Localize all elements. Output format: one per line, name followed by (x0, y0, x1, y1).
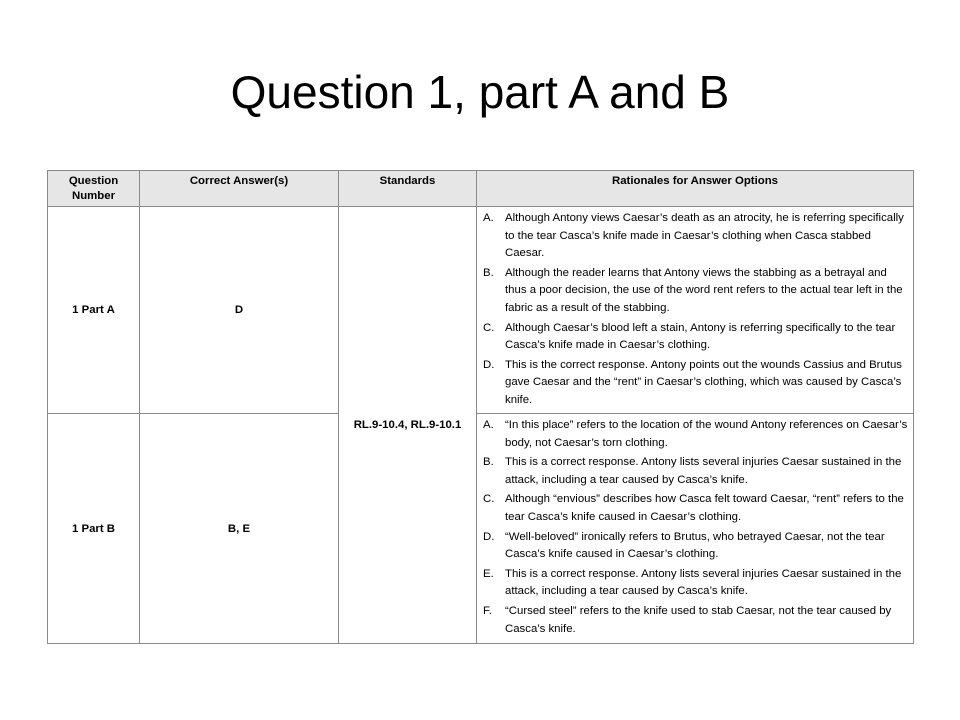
header-rationales: Rationales for Answer Options (477, 171, 914, 207)
option-rationale: This is a correct response. Antony lists several injuries Caesar sustained in the attack, including a tear caused by Casca’s knife. (505, 567, 902, 598)
rationale-item (483, 357, 910, 410)
option-rationale: Although “envious” describes how Casca felt toward Caesar, “rent” refers to the tear Casca’s knife caused in Caesar’s clothing. (505, 493, 904, 523)
option-rationale: “Well-beloved” ironically refers to Brutus, who betrayed Caesar, not the tear Casca’s knife caused in Caesar’s clothing. (505, 530, 885, 561)
option-rationale: Although the reader learns that Antony views the stabbing as a betrayal and thus a poor decision, the use of the word rent refers to the actual tear left in the fabric as a result of the stabbing. (505, 266, 903, 314)
rationale-list-part-b (483, 417, 910, 638)
rationale-item (483, 265, 910, 318)
option-letter: B. (483, 266, 494, 279)
option-rationale: This is a correct response. Antony lists several injuries Caesar sustained in the attack, including a tear caused by Casca’s knife. (505, 456, 902, 486)
header-question-number: Question Number (48, 171, 140, 207)
option-rationale: Although Caesar’s blood left a stain, Antony is referring specifically to the tear Casca’s knife made in Caesar’s clothing. (505, 321, 896, 352)
rationale-item (483, 566, 910, 601)
standards-cell: RL.9-10.4, RL.9-10.1 (339, 207, 477, 644)
rationale-cell-part-a (477, 207, 914, 414)
option-letter: C. (483, 493, 495, 506)
header-standards: Standards (339, 171, 477, 207)
rationale-cell-part-b (477, 414, 914, 644)
option-rationale: Although Antony views Caesar’s death as an atrocity, he is referring specifically to the tear Casca’s knife made in Caesar’s clothing when Casca stabbed Caesar. (505, 212, 904, 260)
rationale-item (483, 210, 910, 263)
option-letter: F. (483, 604, 492, 617)
answer-rationale-table (47, 170, 914, 644)
answer-cell-part-b: B, E (140, 414, 339, 644)
option-letter: A. (483, 419, 494, 431)
option-letter: D. (483, 358, 495, 371)
rationale-item (483, 320, 910, 355)
header-correct-answers: Correct Answer(s) (140, 171, 339, 207)
option-rationale: This is the correct response. Antony points out the wounds Cassius and Brutus gave Caesar and the “rent” in Caesar’s clothing, which was caused by Casca’s knife. (505, 358, 902, 406)
question-cell-part-b: 1 Part B (48, 414, 140, 644)
table-header-row (48, 171, 914, 207)
option-letter: B. (483, 456, 494, 469)
option-rationale: “In this place” refers to the location of the wound Antony references on Caesar’s body, not Caesar’s torn clothing. (505, 419, 908, 449)
rationale-item (483, 603, 910, 638)
rationale-list-part-a (483, 210, 910, 410)
option-rationale: “Cursed steel” refers to the knife used to stab Caesar, not the tear caused by Casca’s knife. (505, 604, 892, 635)
rationale-item (483, 454, 910, 489)
slide-title: Question 1, part A and B (230, 66, 730, 118)
table-row-part-b (48, 414, 914, 644)
question-cell-part-a: 1 Part A (48, 207, 140, 414)
option-letter: C. (483, 321, 495, 334)
option-letter: E. (483, 567, 494, 580)
answer-cell-part-a: D (140, 207, 339, 414)
rationale-item (483, 491, 910, 526)
table-row-part-a (48, 207, 914, 414)
option-letter: D. (483, 530, 495, 543)
option-letter: A. (483, 212, 494, 224)
rationale-item (483, 529, 910, 564)
rationale-item (483, 417, 910, 452)
